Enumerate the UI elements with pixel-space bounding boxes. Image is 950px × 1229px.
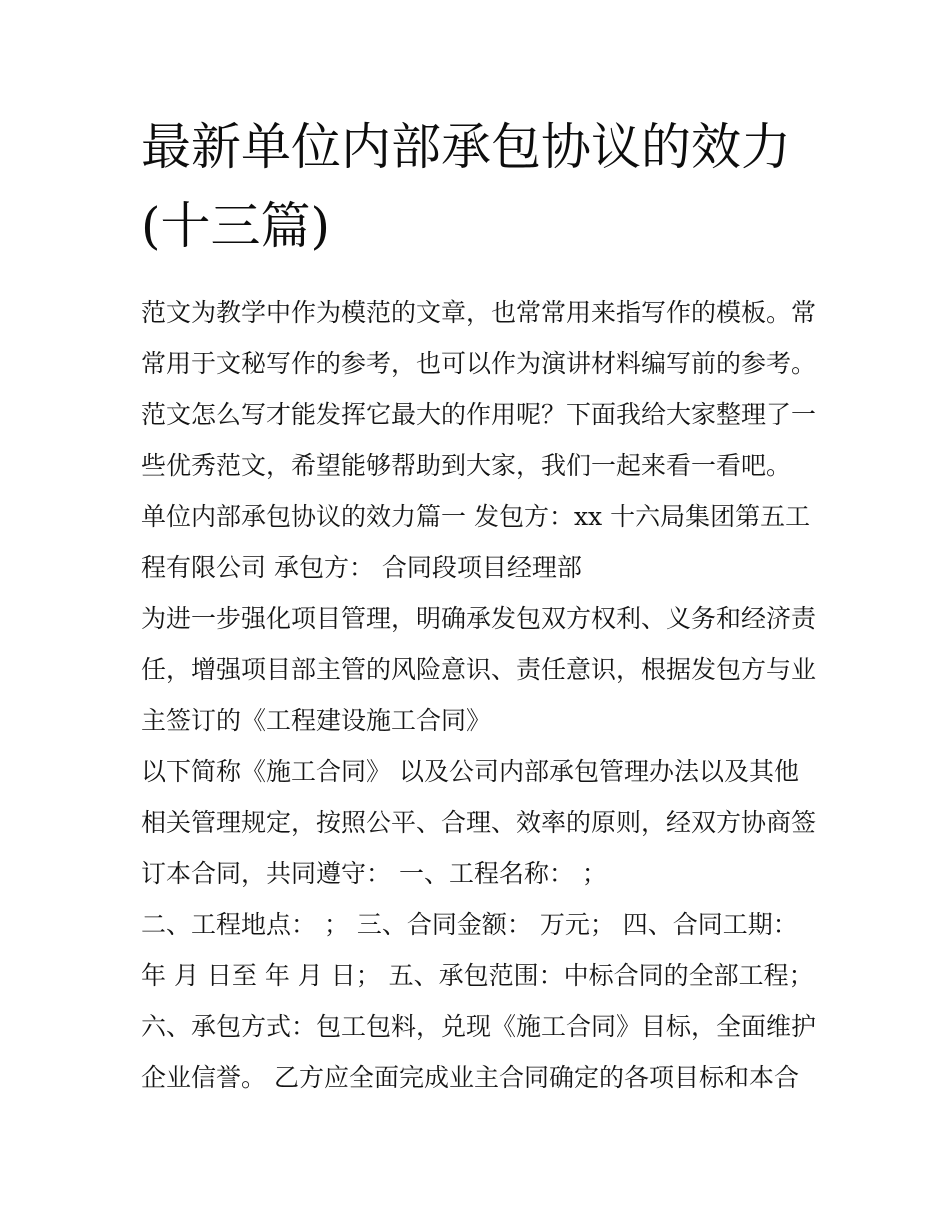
document-body <box>141 287 821 1103</box>
title-line: (十三篇) <box>141 197 331 255</box>
body-line: 六、承包方式：包工包料，兑现《施工合同》目标，全面维护 <box>141 1012 817 1041</box>
body-line: 程有限公司 承包方： 合同段项目经理部 <box>141 553 582 582</box>
body-line: 订本合同，共同遵守： 一、工程名称： ； <box>141 859 607 888</box>
body-line: 企业信誉。 乙方应全面完成业主合同确定的各项目标和本合 <box>141 1063 799 1092</box>
body-line: 常用于文秘写作的参考，也可以作为演讲材料编写前的参考。 <box>141 349 817 378</box>
body-line: 年 月 日至 年 月 日； 五、承包范围：中标合同的全部工程； <box>141 961 814 990</box>
body-line: 以下简称《施工合同》 以及公司内部承包管理办法以及其他 <box>141 757 799 786</box>
body-line: 单位内部承包协议的效力篇一 发包方：xx 十六局集团第五工 <box>141 502 811 531</box>
body-line: 为进一步强化项目管理，明确承发包双方权利、义务和经济责 <box>141 604 817 633</box>
body-line: 任，增强项目部主管的风险意识、责任意识，根据发包方与业 <box>141 655 817 684</box>
document-title <box>141 108 821 266</box>
title-line: 最新单位内部承包协议的效力 <box>141 118 791 176</box>
body-line: 相关管理规定，按照公平、合理、效率的原则，经双方协商签 <box>141 808 817 837</box>
body-line: 主签订的《工程建设施工合同》 <box>141 706 492 735</box>
body-line: 些优秀范文，希望能够帮助到大家，我们一起来看一看吧。 <box>141 451 792 480</box>
body-line: 范文怎么写才能发挥它最大的作用呢？下面我给大家整理了一 <box>141 400 817 429</box>
body-line: 二、工程地点： ； 三、合同金额： 万元； 四、合同工期： <box>141 910 798 939</box>
body-line: 范文为教学中作为模范的文章，也常常用来指写作的模板。常 <box>141 298 817 327</box>
document-content <box>141 108 821 1103</box>
